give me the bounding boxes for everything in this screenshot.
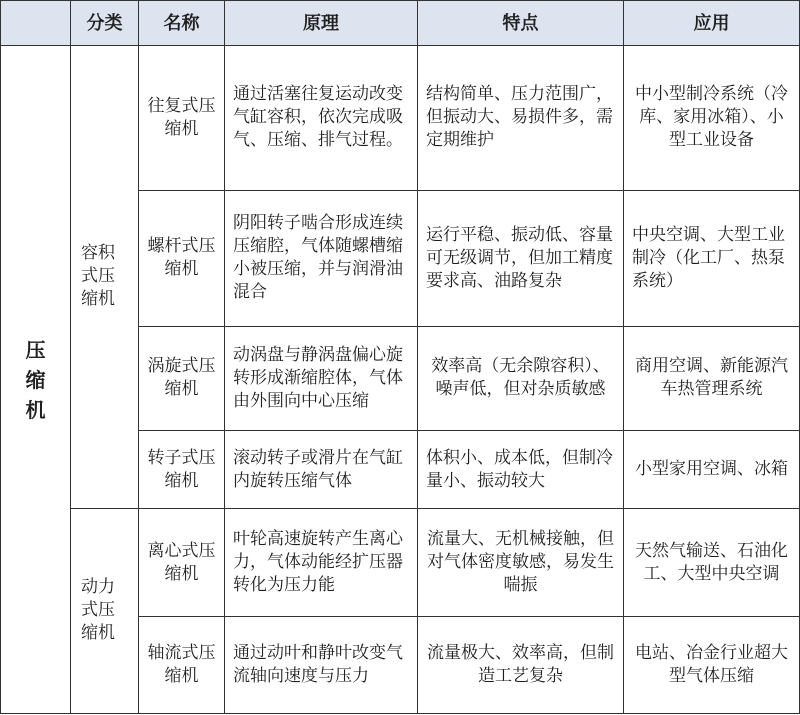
header-name: 名称 [139, 1, 225, 46]
compressor-name-cell: 轴流式压缩机 [139, 617, 225, 714]
application-cell: 电站、冶金行业超大型气体压缩 [624, 617, 800, 714]
principle-cell: 叶轮高速旋转产生离心力，气体动能经扩压器转化为压力能 [225, 508, 418, 617]
header-features: 特点 [418, 1, 624, 46]
features-cell: 体积小、成本低，但制冷量小、振动较大 [418, 431, 624, 508]
header-principle: 原理 [225, 1, 418, 46]
header-application: 应用 [624, 1, 800, 46]
application-cell: 天然气输送、石油化工、大型中央空调 [624, 508, 800, 617]
principle-cell: 通过动叶和静叶改变气流轴向速度与压力 [225, 617, 418, 714]
application-cell: 中央空调、大型工业制冷（化工厂、热泵系统） [624, 190, 800, 326]
features-cell: 结构简单、压力范围广，但振动大、易损件多，需定期维护 [418, 46, 624, 191]
features-cell: 流量极大、效率高，但制造工艺复杂 [418, 617, 624, 714]
table-row [1, 508, 800, 617]
principle-cell: 通过活塞往复运动改变气缸容积，依次完成吸气、压缩、排气过程。 [225, 46, 418, 191]
principle-cell: 动涡盘与静涡盘偏心旋转形成渐缩腔体，气体由外围向中心压缩 [225, 326, 418, 431]
compressor-name-cell: 螺杆式压缩机 [139, 190, 225, 326]
application-cell: 商用空调、新能源汽车热管理系统 [624, 326, 800, 431]
main-category-cell: 压缩机 [1, 46, 71, 714]
compressor-name-cell: 转子式压缩机 [139, 431, 225, 508]
application-cell: 小型家用空调、冰箱 [624, 431, 800, 508]
group-label-cell: 容积式压缩机 [71, 46, 139, 509]
header-category: 分类 [71, 1, 139, 46]
compressor-name-cell: 往复式压缩机 [139, 46, 225, 191]
principle-cell: 阴阳转子啮合形成连续压缩腔，气体随螺槽缩小被压缩，并与润滑油混合 [225, 190, 418, 326]
table-row [1, 46, 800, 191]
compressor-name-cell: 离心式压缩机 [139, 508, 225, 617]
application-cell: 中小型制冷系统（冷库、家用冰箱）、小型工业设备 [624, 46, 800, 191]
header-row [1, 1, 800, 46]
group-label-cell: 动力式压缩机 [71, 508, 139, 713]
features-cell: 运行平稳、振动低、容量可无级调节，但加工精度要求高、油路复杂 [418, 190, 624, 326]
compressor-name-cell: 涡旋式压缩机 [139, 326, 225, 431]
features-cell: 流量大、无机械接触，但对气体密度敏感，易发生喘振 [418, 508, 624, 617]
principle-cell: 滚动转子或滑片在气缸内旋转压缩气体 [225, 431, 418, 508]
header-blank [1, 1, 71, 46]
features-cell: 效率高（无余隙容积）、噪声低，但对杂质敏感 [418, 326, 624, 431]
